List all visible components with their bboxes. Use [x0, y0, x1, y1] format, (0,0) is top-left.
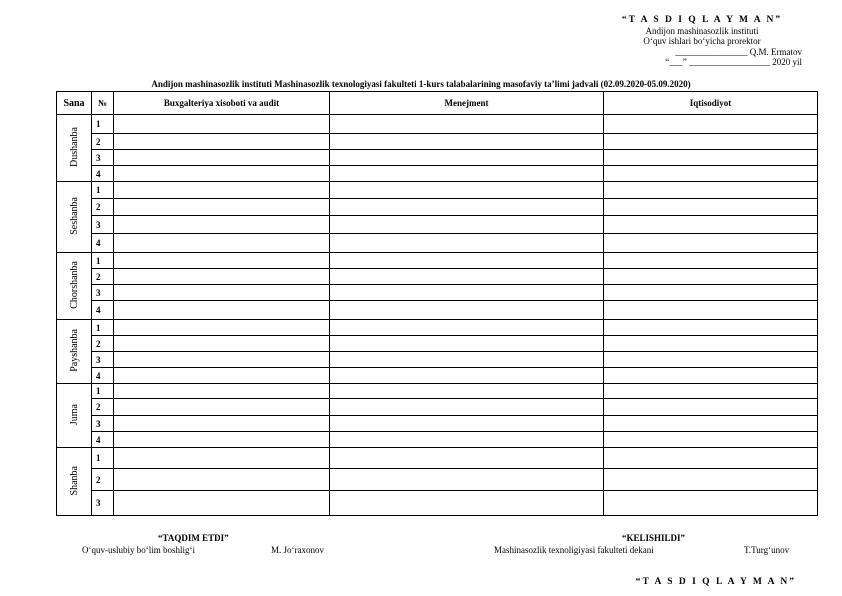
economics-cell — [604, 301, 818, 320]
management-cell — [330, 399, 604, 416]
table-row — [57, 399, 818, 416]
accounting-cell — [114, 491, 330, 516]
table-row — [57, 469, 818, 491]
approval-signer: ________________ Q.M. Ermatov — [675, 46, 802, 57]
management-cell — [330, 448, 604, 469]
accounting-cell — [114, 134, 330, 150]
table-row — [57, 216, 818, 234]
accounting-cell — [114, 234, 330, 253]
economics-cell — [604, 115, 818, 134]
lesson-number: 2 — [92, 134, 114, 150]
table-row — [57, 491, 818, 516]
approval-institute: Andijon mashinasozlik instituti — [645, 25, 759, 36]
accounting-cell — [114, 216, 330, 234]
footer-approval-heading: “T A S D I Q L A Y M A N” — [635, 577, 796, 587]
day-cell — [57, 253, 92, 320]
lesson-number: 3 — [92, 416, 114, 432]
table-row — [57, 134, 818, 150]
accounting-cell — [114, 166, 330, 182]
table-row — [57, 115, 818, 134]
economics-cell — [604, 285, 818, 301]
table-row — [57, 182, 818, 199]
table-row — [57, 166, 818, 182]
economics-cell — [604, 352, 818, 368]
accounting-cell — [114, 182, 330, 199]
management-cell — [330, 384, 604, 399]
management-cell — [330, 134, 604, 150]
economics-cell — [604, 216, 818, 234]
signature-left-heading: “TAQDIM ETDI” — [158, 533, 229, 543]
lesson-number: 1 — [92, 448, 114, 469]
table-row — [57, 336, 818, 352]
table-row — [57, 432, 818, 448]
lesson-number: 1 — [92, 182, 114, 199]
day-cell — [57, 115, 92, 182]
accounting-cell — [114, 432, 330, 448]
management-cell — [330, 416, 604, 432]
table-row — [57, 301, 818, 320]
table-row — [57, 234, 818, 253]
lesson-number: 4 — [92, 368, 114, 384]
lesson-number: 1 — [92, 320, 114, 336]
lesson-number: 3 — [92, 150, 114, 166]
schedule-body — [57, 115, 818, 516]
header-management: Menejment — [330, 92, 604, 115]
lesson-number: 3 — [92, 216, 114, 234]
management-cell — [330, 301, 604, 320]
economics-cell — [604, 491, 818, 516]
header-accounting: Buxgalteriya xisoboti va audit — [114, 92, 330, 115]
lesson-number: 1 — [92, 253, 114, 269]
approval-block — [602, 15, 802, 68]
economics-cell — [604, 150, 818, 166]
accounting-cell — [114, 285, 330, 301]
economics-cell — [604, 253, 818, 269]
management-cell — [330, 285, 604, 301]
lesson-number: 2 — [92, 469, 114, 491]
management-cell — [330, 182, 604, 199]
economics-cell — [604, 469, 818, 491]
table-row — [57, 320, 818, 336]
economics-cell — [604, 199, 818, 216]
lesson-number: 4 — [92, 432, 114, 448]
signature-right-role: Mashinasozlik texnoligiyasi fakulteti dekani — [494, 545, 654, 555]
signature-right-heading: “KELISHILDI” — [622, 533, 686, 543]
accounting-cell — [114, 399, 330, 416]
day-cell — [57, 448, 92, 516]
accounting-cell — [114, 368, 330, 384]
management-cell — [330, 368, 604, 384]
lesson-number: 2 — [92, 199, 114, 216]
accounting-cell — [114, 336, 330, 352]
day-label: Juma — [68, 403, 80, 426]
accounting-cell — [114, 269, 330, 285]
accounting-cell — [114, 301, 330, 320]
management-cell — [330, 352, 604, 368]
accounting-cell — [114, 115, 330, 134]
signature-right-name: T.Turg‘unov — [744, 545, 790, 555]
lesson-number: 2 — [92, 336, 114, 352]
economics-cell — [604, 134, 818, 150]
header-economics: Iqtisodiyot — [604, 92, 818, 115]
management-cell — [330, 234, 604, 253]
schedule-title: Andijon mashinasozlik instituti Mashinasozlik texnologiyasi fakulteti 1-kurs talabalarining masofaviy ta’limi jadvali (02.09.2020-05.09.2020) — [151, 79, 691, 89]
economics-cell — [604, 399, 818, 416]
table-row — [57, 448, 818, 469]
table-row — [57, 285, 818, 301]
lesson-number: 4 — [92, 234, 114, 253]
management-cell — [330, 469, 604, 491]
header-number: № — [92, 92, 114, 115]
accounting-cell — [114, 253, 330, 269]
lesson-number: 3 — [92, 491, 114, 516]
signature-left-name: M. Jo‘raxonov — [271, 545, 324, 555]
economics-cell — [604, 166, 818, 182]
management-cell — [330, 491, 604, 516]
table-row — [57, 352, 818, 368]
economics-cell — [604, 269, 818, 285]
lesson-number: 1 — [92, 384, 114, 399]
management-cell — [330, 115, 604, 134]
header-sana: Sana — [57, 92, 92, 115]
day-label: Seshanba — [68, 197, 80, 235]
day-label: Dushanba — [68, 127, 80, 167]
lesson-number: 3 — [92, 285, 114, 301]
lesson-number: 2 — [92, 269, 114, 285]
table-row — [57, 253, 818, 269]
management-cell — [330, 269, 604, 285]
table-row — [57, 150, 818, 166]
day-cell — [57, 384, 92, 448]
accounting-cell — [114, 469, 330, 491]
accounting-cell — [114, 416, 330, 432]
economics-cell — [604, 336, 818, 352]
day-cell — [57, 182, 92, 253]
lesson-number: 1 — [92, 115, 114, 134]
lesson-number: 4 — [92, 301, 114, 320]
signature-left-role: O‘quv-uslubiy bo‘lim boshlig‘i — [82, 545, 195, 555]
accounting-cell — [114, 384, 330, 399]
table-row — [57, 199, 818, 216]
economics-cell — [604, 448, 818, 469]
day-cell — [57, 320, 92, 384]
table-row — [57, 269, 818, 285]
lesson-number: 4 — [92, 166, 114, 182]
economics-cell — [604, 368, 818, 384]
day-label: Payshanba — [68, 329, 80, 372]
approval-position: O‘quv ishlari bo‘yicha prorektor — [643, 36, 761, 46]
economics-cell — [604, 182, 818, 199]
approval-heading: “T A S D I Q L A Y M A N” — [621, 15, 783, 25]
table-header-row — [57, 92, 818, 115]
day-label: Chorshanba — [68, 261, 80, 309]
lesson-number: 3 — [92, 352, 114, 368]
economics-cell — [604, 384, 818, 399]
accounting-cell — [114, 352, 330, 368]
economics-cell — [604, 416, 818, 432]
accounting-cell — [114, 448, 330, 469]
table-row — [57, 368, 818, 384]
approval-date-line: “___” __________________ 2020 yil — [665, 57, 802, 67]
table-row — [57, 416, 818, 432]
management-cell — [330, 320, 604, 336]
management-cell — [330, 253, 604, 269]
lesson-number: 2 — [92, 399, 114, 416]
management-cell — [330, 150, 604, 166]
economics-cell — [604, 432, 818, 448]
management-cell — [330, 432, 604, 448]
accounting-cell — [114, 199, 330, 216]
accounting-cell — [114, 150, 330, 166]
table-row — [57, 384, 818, 399]
economics-cell — [604, 320, 818, 336]
management-cell — [330, 336, 604, 352]
economics-cell — [604, 234, 818, 253]
management-cell — [330, 216, 604, 234]
management-cell — [330, 166, 604, 182]
schedule-table — [56, 91, 818, 516]
management-cell — [330, 199, 604, 216]
day-label: Shanba — [68, 465, 80, 496]
accounting-cell — [114, 320, 330, 336]
